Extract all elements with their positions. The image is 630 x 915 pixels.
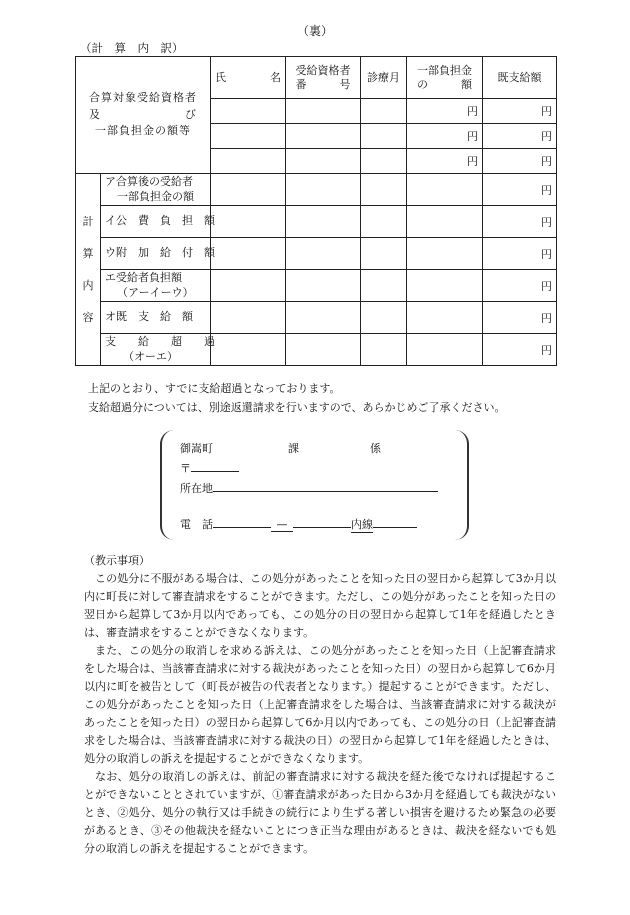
vertical-char: 算 bbox=[82, 246, 94, 260]
empty-cell bbox=[286, 206, 361, 238]
number-cell bbox=[286, 149, 361, 174]
header-amount-line2: の 額 bbox=[417, 77, 472, 91]
kakari-label: 係 bbox=[370, 442, 381, 455]
amount-cell: 円 bbox=[407, 149, 483, 174]
empty-cell bbox=[286, 334, 361, 366]
amount-cell: 円 bbox=[407, 124, 483, 149]
empty-cell bbox=[211, 334, 286, 366]
calc-item-line1: エ受給者負担額 bbox=[105, 271, 182, 285]
calc-yen-cell: 円 bbox=[483, 270, 557, 302]
extension-blank bbox=[373, 527, 417, 528]
town-name: 御嵩町 bbox=[180, 442, 213, 455]
empty-cell bbox=[407, 238, 483, 270]
header-number bbox=[286, 57, 361, 99]
header-amount bbox=[407, 57, 483, 99]
empty-cell bbox=[361, 334, 407, 366]
calculation-table bbox=[75, 56, 557, 366]
calc-yen-cell: 円 bbox=[483, 302, 557, 334]
statement-line2: 支給超過分については、別途返還請求を行いますので、あらかじめご了承ください。 bbox=[88, 401, 506, 414]
calc-item-i: イ公 費 負 担 額 bbox=[101, 206, 211, 238]
month-cell bbox=[361, 99, 407, 124]
empty-cell bbox=[407, 270, 483, 302]
header-month: 診療月 bbox=[361, 57, 407, 99]
vertical-char: 計 bbox=[82, 214, 94, 228]
empty-cell bbox=[407, 206, 483, 238]
paid-cell: 円 bbox=[483, 124, 557, 149]
calc-item-o: オ既 支 給 額 bbox=[101, 302, 211, 334]
contact-box bbox=[160, 430, 469, 540]
empty-cell bbox=[361, 302, 407, 334]
number-cell bbox=[286, 124, 361, 149]
calc-yen-cell: 円 bbox=[483, 334, 557, 366]
empty-cell bbox=[211, 174, 286, 206]
statement-line1: 上記のとおり、すでに支給超過となっております。 bbox=[88, 382, 341, 395]
group-label-line: 合算対象受給資格者 bbox=[89, 91, 197, 105]
empty-cell bbox=[211, 270, 286, 302]
vertical-char: 容 bbox=[82, 310, 94, 324]
empty-cell bbox=[286, 238, 361, 270]
empty-cell bbox=[361, 238, 407, 270]
notice-paragraph-3: なお、処分の取消しの訴えは、前記の審査請求に対する裁決を経た後でなければ提起することができないこととされていますが、①審査請求があった日から3か月を経過しても裁決がないとき、②処分、処分の執行又は手続きの続行により生ずる著しい損害を避けるため緊急の必要があるとき、③その他裁決を経ないことにつき正当な理由があるときは、裁決を経ないでも処分の取消しの訴えを提起することができます。 bbox=[84, 770, 556, 855]
name-cell bbox=[211, 149, 286, 174]
empty-cell bbox=[286, 302, 361, 334]
calc-row bbox=[76, 270, 557, 302]
header-number-line2: 番 号 bbox=[295, 77, 351, 91]
header-number-line1: 受給資格者 bbox=[295, 64, 351, 78]
calc-item-line1: 支 給 超 過 bbox=[105, 335, 215, 349]
notice-paragraph-1: この処分に不服がある場合は、この処分があったことを知った日の翌日から起算して3か月以内に町長に対して審査請求をすることができます。ただし、この処分があったことを知った日の翌日から起算して3か月以内であっても、この処分の日の翌日から起算して1年を経過したときは、審査請求をすることができなくなります。 bbox=[84, 572, 557, 639]
calc-item-e bbox=[101, 270, 211, 302]
calc-yen-cell: 円 bbox=[483, 206, 557, 238]
phone-label: 電 話 bbox=[180, 518, 213, 531]
postal-field bbox=[180, 460, 239, 474]
name-cell bbox=[211, 124, 286, 149]
empty-cell bbox=[407, 174, 483, 206]
page-side-label: （裏） bbox=[296, 24, 333, 38]
address-label: 所在地 bbox=[180, 482, 213, 495]
calc-yen-cell: 円 bbox=[483, 238, 557, 270]
address-field bbox=[180, 480, 438, 494]
amount-cell: 円 bbox=[407, 99, 483, 124]
postal-mark: 〒 bbox=[180, 462, 191, 475]
empty-cell bbox=[361, 270, 407, 302]
name-cell bbox=[211, 99, 286, 124]
group-label-line: 及 び bbox=[89, 107, 197, 121]
group-label-line: 一部負担金の額等 bbox=[95, 124, 191, 138]
postal-blank bbox=[191, 471, 239, 472]
calc-row bbox=[76, 334, 557, 366]
address-blank bbox=[213, 491, 438, 492]
notice-title: （教示事項） bbox=[84, 554, 150, 567]
empty-cell bbox=[286, 174, 361, 206]
calc-row bbox=[76, 174, 557, 206]
vertical-char: 内 bbox=[82, 278, 94, 292]
paid-cell: 円 bbox=[483, 99, 557, 124]
group-label bbox=[76, 57, 211, 174]
ka-label: 課 bbox=[288, 442, 299, 455]
header-paid: 既支給額 bbox=[483, 57, 557, 99]
empty-cell bbox=[407, 302, 483, 334]
calc-item-line2: （オーエ） bbox=[123, 349, 178, 363]
empty-cell bbox=[361, 174, 407, 206]
calc-row bbox=[76, 206, 557, 238]
number-cell bbox=[286, 99, 361, 124]
empty-cell bbox=[211, 206, 286, 238]
empty-cell bbox=[286, 270, 361, 302]
month-cell bbox=[361, 124, 407, 149]
calc-yen-cell: 円 bbox=[483, 174, 557, 206]
month-cell bbox=[361, 149, 407, 174]
calc-row bbox=[76, 302, 557, 334]
phone-blank-2 bbox=[293, 527, 351, 528]
section-label: （計 算 内 訳） bbox=[80, 41, 184, 55]
header-name: 氏 名 bbox=[211, 57, 286, 99]
extension-label: 内線 bbox=[351, 518, 373, 531]
calc-item-a bbox=[101, 174, 211, 206]
notice-section bbox=[84, 552, 556, 858]
calc-item-u: ウ附 加 給 付 額 bbox=[101, 238, 211, 270]
phone-blank-1 bbox=[213, 527, 271, 528]
calc-item-line1: ア合算後の受給者 bbox=[105, 175, 193, 189]
calc-item-excess bbox=[101, 334, 215, 366]
notice-paragraph-2: また、この処分の取消しを求める訴えは、この処分があったことを知った日（上記審査請求をした場合は、当該審査請求に対する裁決があったことを知った日）の翌日から起算して6か月以内に町を被告として（町長が被告の代表者となります。）提起することができます。ただし、この処分があったことを知った日（上記審査請求をした場合は、当該審査請求に対する裁決があったことを知った日）の翌日から起算して6か月以内であっても、この処分の日（上記審査請求をした場合は、当該審査請求に対する裁決の日）の翌日から起算して1年を経過したときは、処分の取消しの訴えを提起することができなくなります。 bbox=[84, 644, 556, 765]
calc-item-line2: 一部負担金の額 bbox=[117, 189, 194, 203]
header-amount-line1: 一部負担金 bbox=[417, 64, 472, 78]
calc-row bbox=[76, 238, 557, 270]
phone-field bbox=[180, 516, 417, 530]
empty-cell bbox=[407, 334, 483, 366]
phone-dash: — bbox=[271, 518, 293, 532]
calc-vertical-label bbox=[76, 174, 101, 366]
paid-cell: 円 bbox=[483, 149, 557, 174]
calc-item-line2: （アーイーウ） bbox=[117, 285, 194, 299]
empty-cell bbox=[211, 302, 286, 334]
table-header-row bbox=[76, 57, 557, 99]
empty-cell bbox=[211, 238, 286, 270]
empty-cell bbox=[361, 206, 407, 238]
